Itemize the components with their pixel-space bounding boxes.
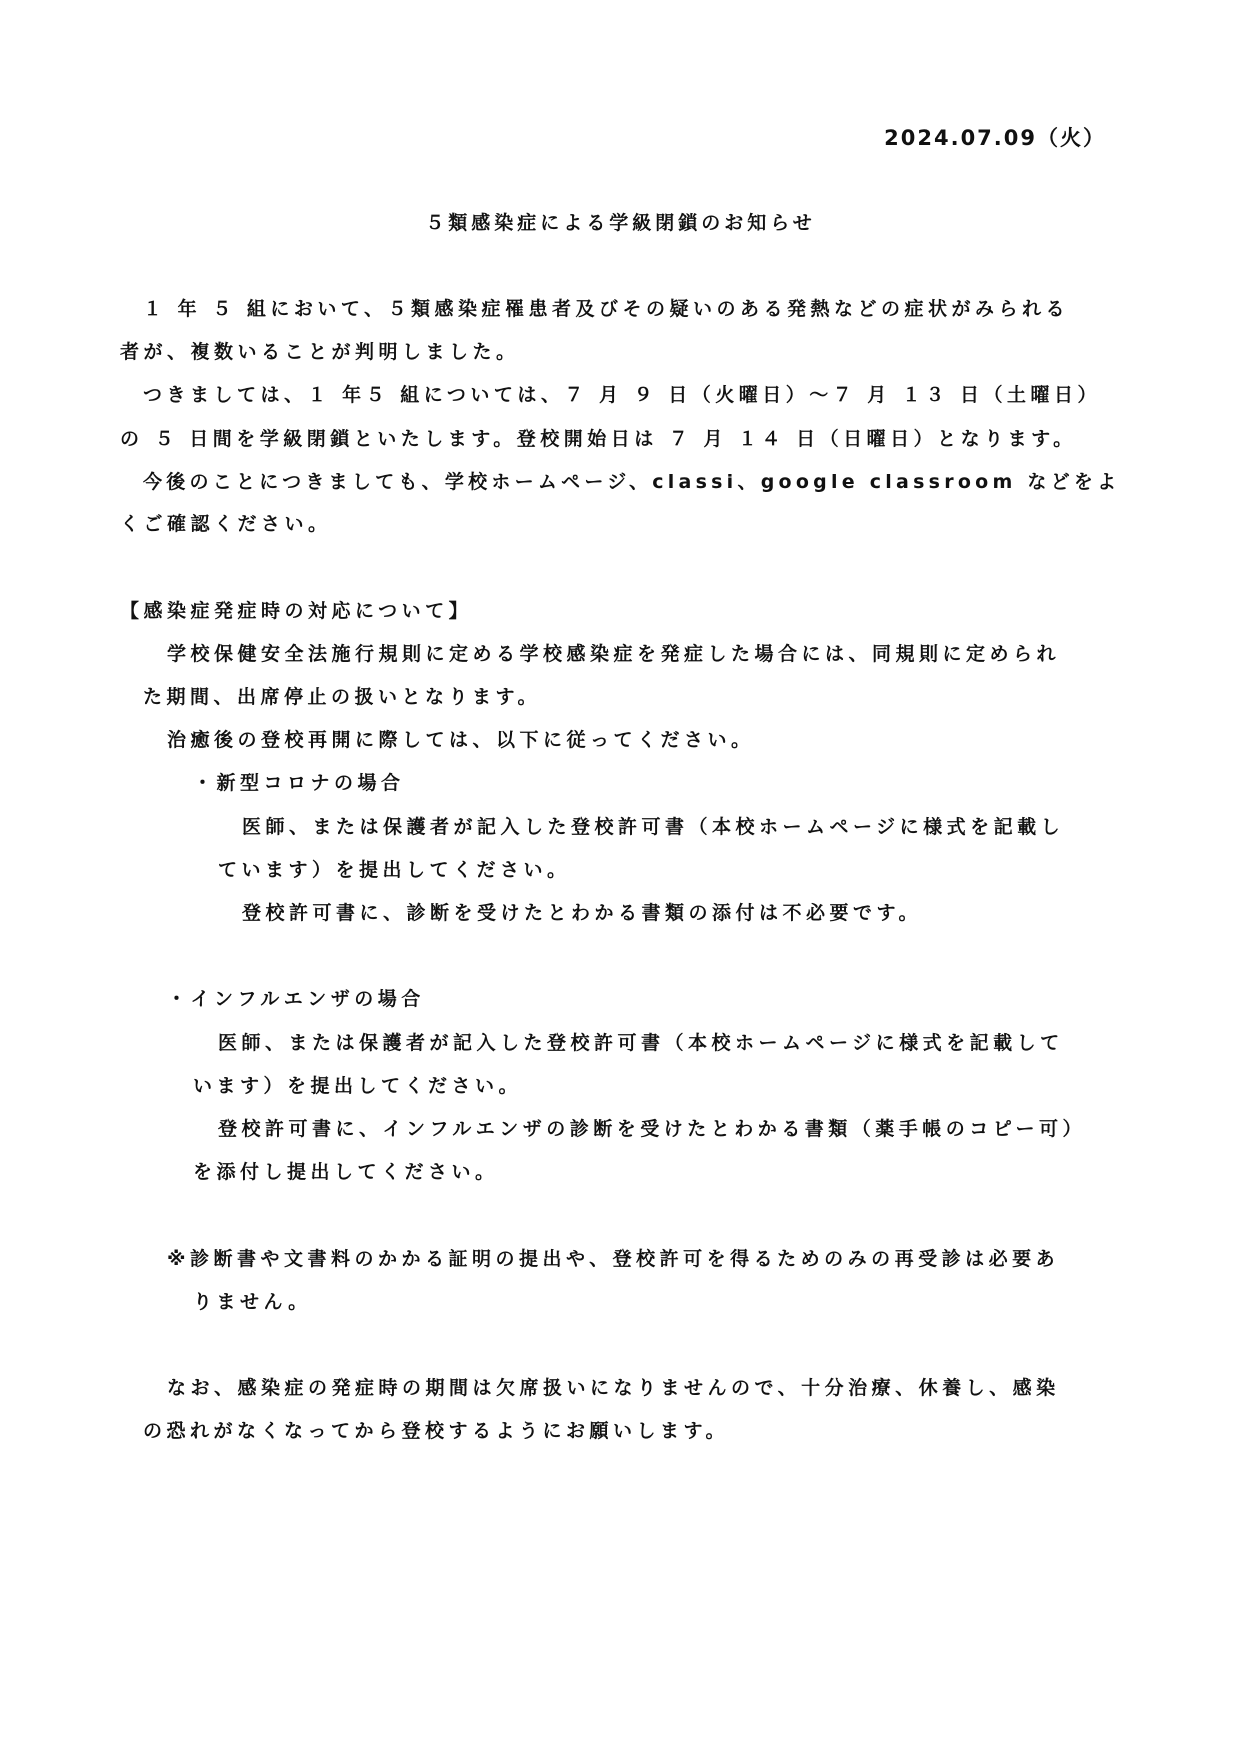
intro-line-3: つきましては、１ 年５ 組については、７ 月 ９ 日（火曜日）～７ 月 １３ 日（土曜日） — [143, 384, 1102, 406]
note-line-2: りません。 — [193, 1291, 312, 1313]
intro-line-1: １ 年 ５ 組において、５類感染症罹患者及びその疑いのある発熱などの症状がみられる — [143, 298, 1069, 320]
section-line-3: 治癒後の登校再開に際しては、以下に従ってください。 — [167, 729, 755, 751]
document-title: ５類感染症による学級閉鎖のお知らせ — [425, 212, 816, 234]
covid-line-3: 登校許可書に、診断を受けたとわかる書類の添付は不必要です。 — [242, 902, 922, 924]
covid-line-1: 医師、または保護者が記入した登校許可書（本校ホームページに様式を記載し — [242, 816, 1065, 838]
flu-line-4: を添付し提出してください。 — [193, 1161, 499, 1183]
document-date: 2024.07.09（火） — [884, 126, 1106, 150]
intro-line-5: 今後のことにつきましても、学校ホームページ、classi、google classroom などをよ — [143, 471, 1121, 493]
intro-line-4: の ５ 日間を学級閉鎖といたします。登校開始日は ７ 月 １４ 日（日曜日）となります。 — [120, 428, 1077, 450]
intro-line-6: くご確認ください。 — [120, 513, 332, 535]
covid-line-2: ています）を提出してください。 — [218, 859, 571, 881]
section-line-1: 学校保健安全法施行規則に定める学校感染症を発症した場合には、同規則に定められ — [167, 643, 1061, 665]
flu-line-3: 登校許可書に、インフルエンザの診断を受けたとわかる書類（薬手帳のコピー可） — [218, 1118, 1086, 1140]
closing-line-2: の恐れがなくなってから登校するようにお願いします。 — [143, 1420, 729, 1442]
intro-line-2: 者が、複数いることが判明しました。 — [120, 341, 520, 363]
covid-heading: ・新型コロナの場合 — [193, 772, 405, 794]
flu-line-1: 医師、または保護者が記入した登校許可書（本校ホームページに様式を記載して — [218, 1032, 1064, 1054]
note-line-1: ※診断書や文書料のかかる証明の提出や、登校許可を得るためのみの再受診は必要あ — [167, 1248, 1060, 1270]
section-line-2: た期間、出席停止の扱いとなります。 — [143, 686, 541, 708]
flu-heading: ・インフルエンザの場合 — [167, 988, 425, 1010]
section-heading: 【感染症発症時の対応について】 — [120, 600, 473, 622]
flu-line-2: います）を提出してください。 — [193, 1075, 523, 1097]
closing-line-1: なお、感染症の発症時の期間は欠席扱いになりませんので、十分治療、休養し、感染 — [167, 1377, 1060, 1399]
